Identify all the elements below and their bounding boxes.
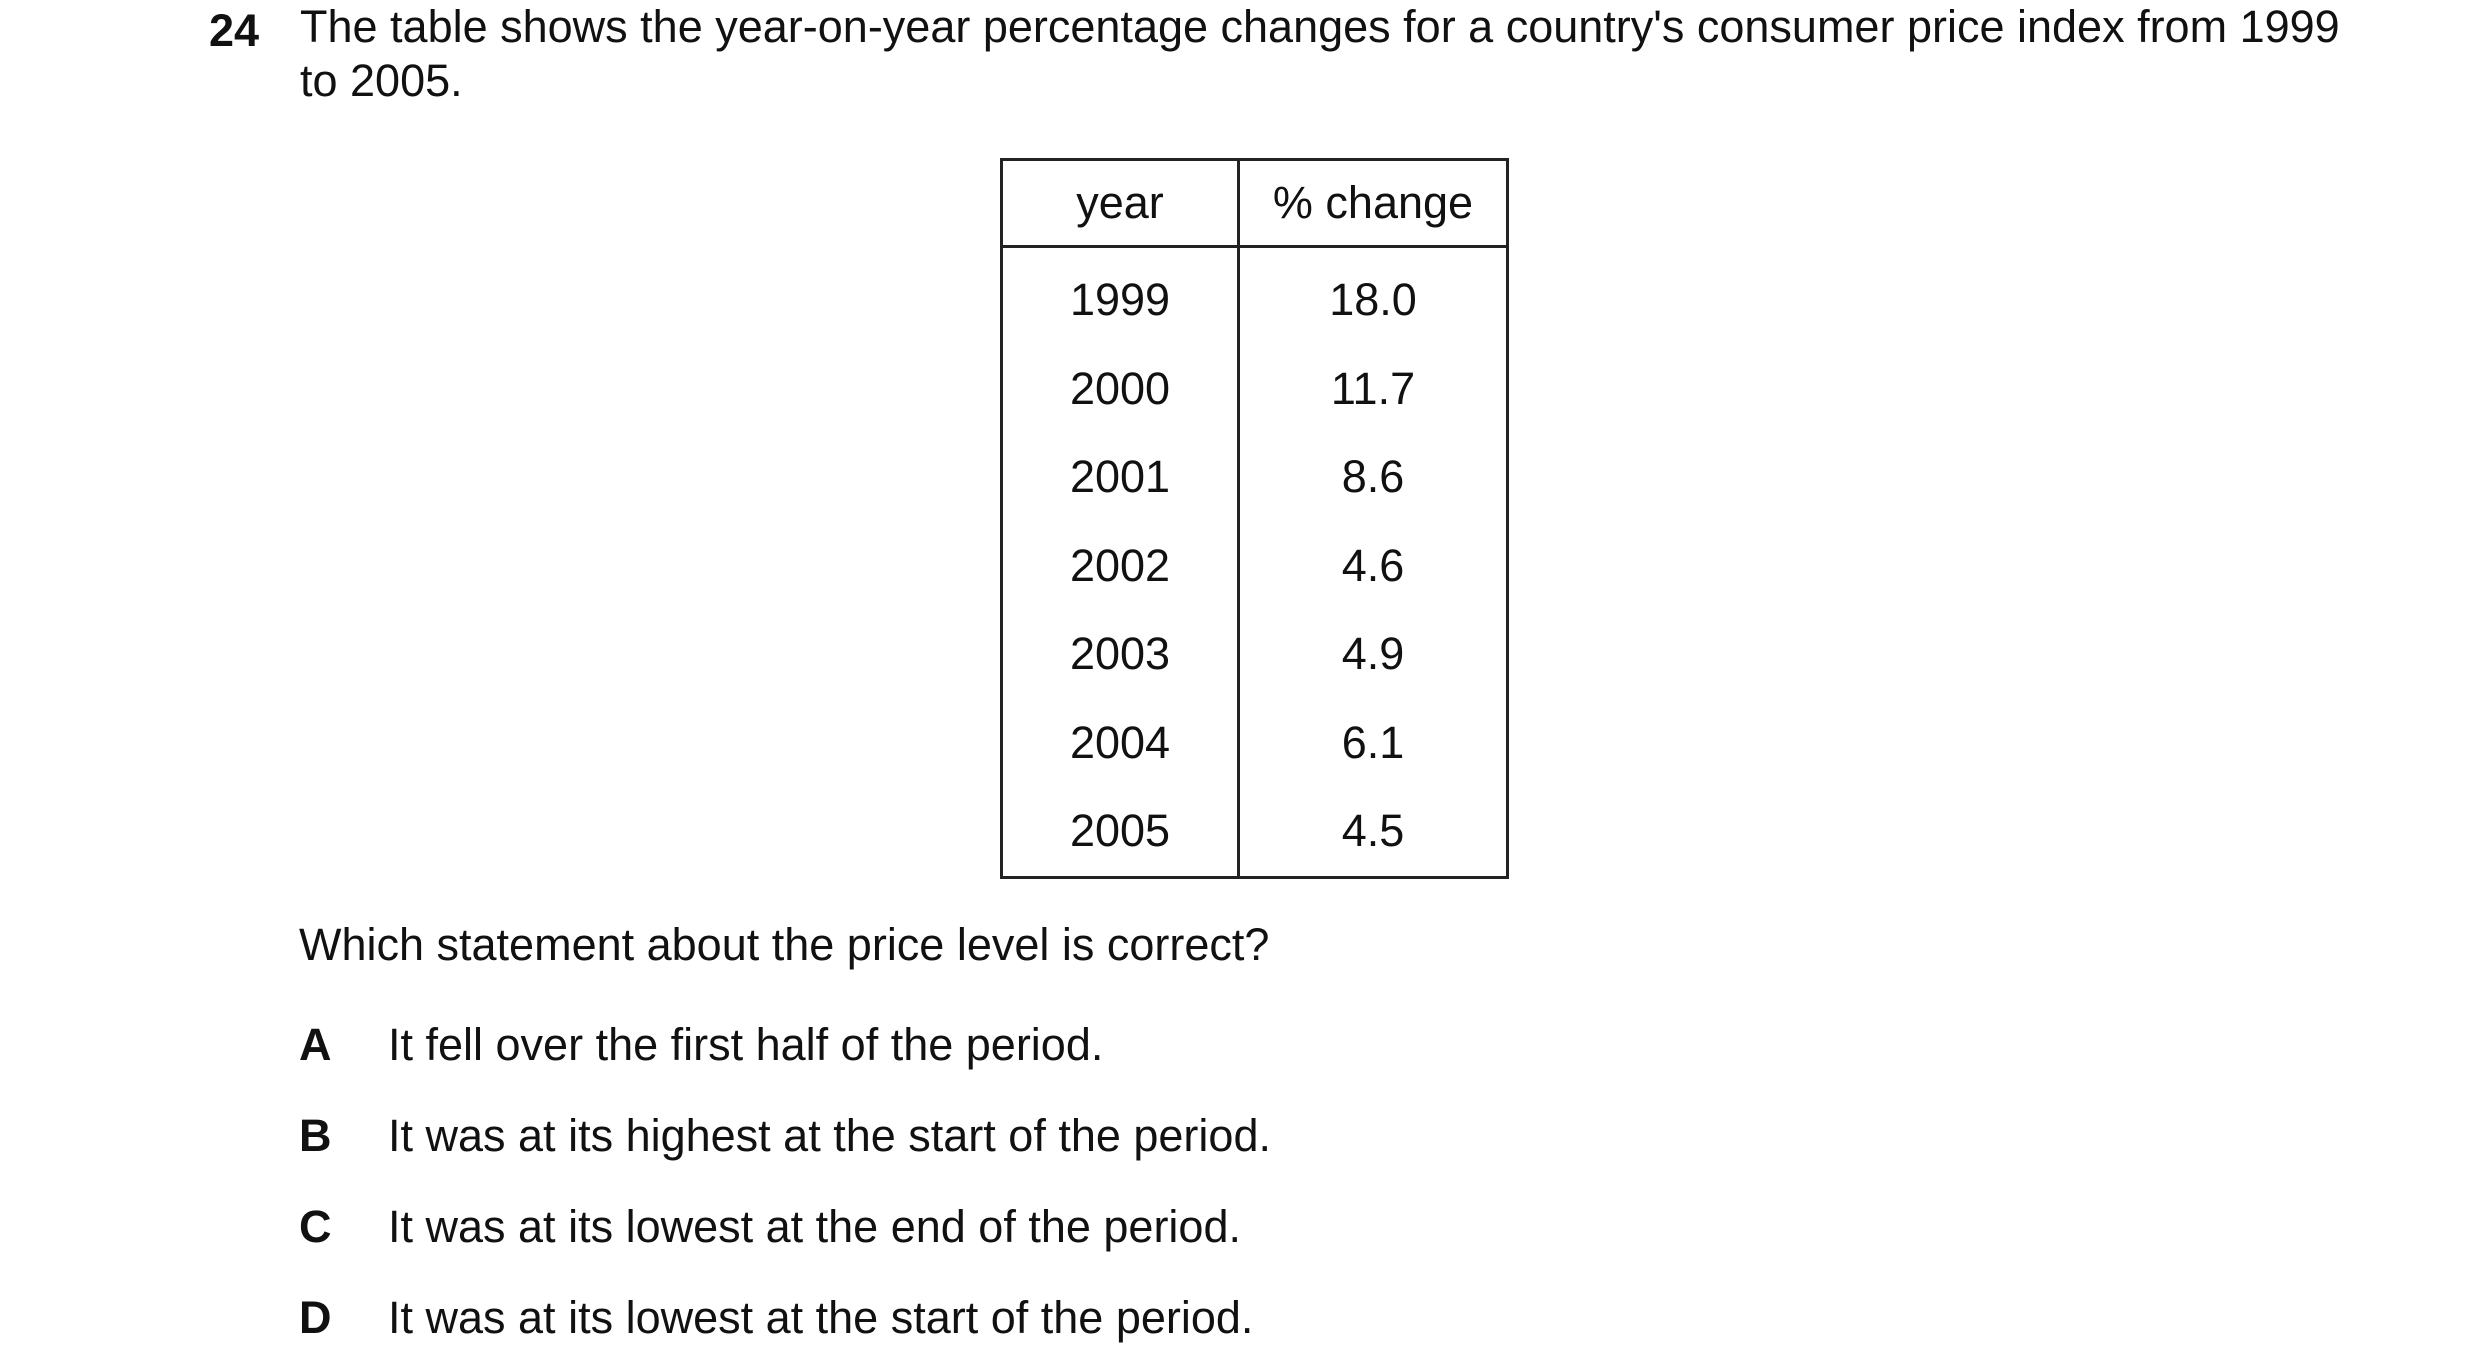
table-header-row — [1002, 160, 1508, 247]
table-row — [1002, 345, 1508, 434]
option-text: It was at its lowest at the start of the period. — [388, 1292, 1254, 1343]
table-row — [1002, 787, 1508, 877]
year-cell: 2005 — [1002, 787, 1239, 877]
option-text: It was at its lowest at the end of the period. — [388, 1201, 1241, 1252]
cpi-table — [1000, 158, 1509, 879]
table-row — [1002, 522, 1508, 611]
question-stem: The table shows the year-on-year percentage changes for a country's consumer price index from 1999 to 2005. — [300, 1, 2340, 106]
option-a[interactable] — [299, 1018, 1103, 1072]
year-cell: 1999 — [1002, 247, 1239, 345]
table-row — [1002, 699, 1508, 788]
percent-change-cell: 18.0 — [1239, 247, 1508, 345]
year-cell: 2002 — [1002, 522, 1239, 611]
percent-change-cell: 8.6 — [1239, 433, 1508, 522]
table-row — [1002, 247, 1508, 345]
year-cell: 2000 — [1002, 345, 1239, 434]
option-text: It fell over the first half of the period. — [388, 1019, 1104, 1070]
year-cell: 2001 — [1002, 433, 1239, 522]
year-cell: 2003 — [1002, 610, 1239, 699]
option-text: It was at its highest at the start of the period. — [388, 1110, 1271, 1161]
table-row — [1002, 433, 1508, 522]
table-row — [1002, 610, 1508, 699]
percent-change-cell: 11.7 — [1239, 345, 1508, 434]
percent-change-cell: 4.5 — [1239, 787, 1508, 877]
column-header-percent-change: % change — [1239, 160, 1508, 247]
question-prompt: Which statement about the price level is correct? — [299, 919, 1270, 970]
percent-change-cell: 4.6 — [1239, 522, 1508, 611]
option-letter: A — [299, 1019, 332, 1070]
column-header-year: year — [1002, 160, 1239, 247]
percent-change-cell: 4.9 — [1239, 610, 1508, 699]
option-c[interactable] — [299, 1200, 1241, 1254]
option-b[interactable] — [299, 1109, 1271, 1163]
option-letter: C — [299, 1201, 332, 1252]
option-d[interactable] — [299, 1291, 1253, 1345]
percent-change-cell: 6.1 — [1239, 699, 1508, 788]
option-letter: D — [299, 1292, 332, 1343]
question-number: 24 — [209, 5, 260, 56]
year-cell: 2004 — [1002, 699, 1239, 788]
option-letter: B — [299, 1110, 332, 1161]
